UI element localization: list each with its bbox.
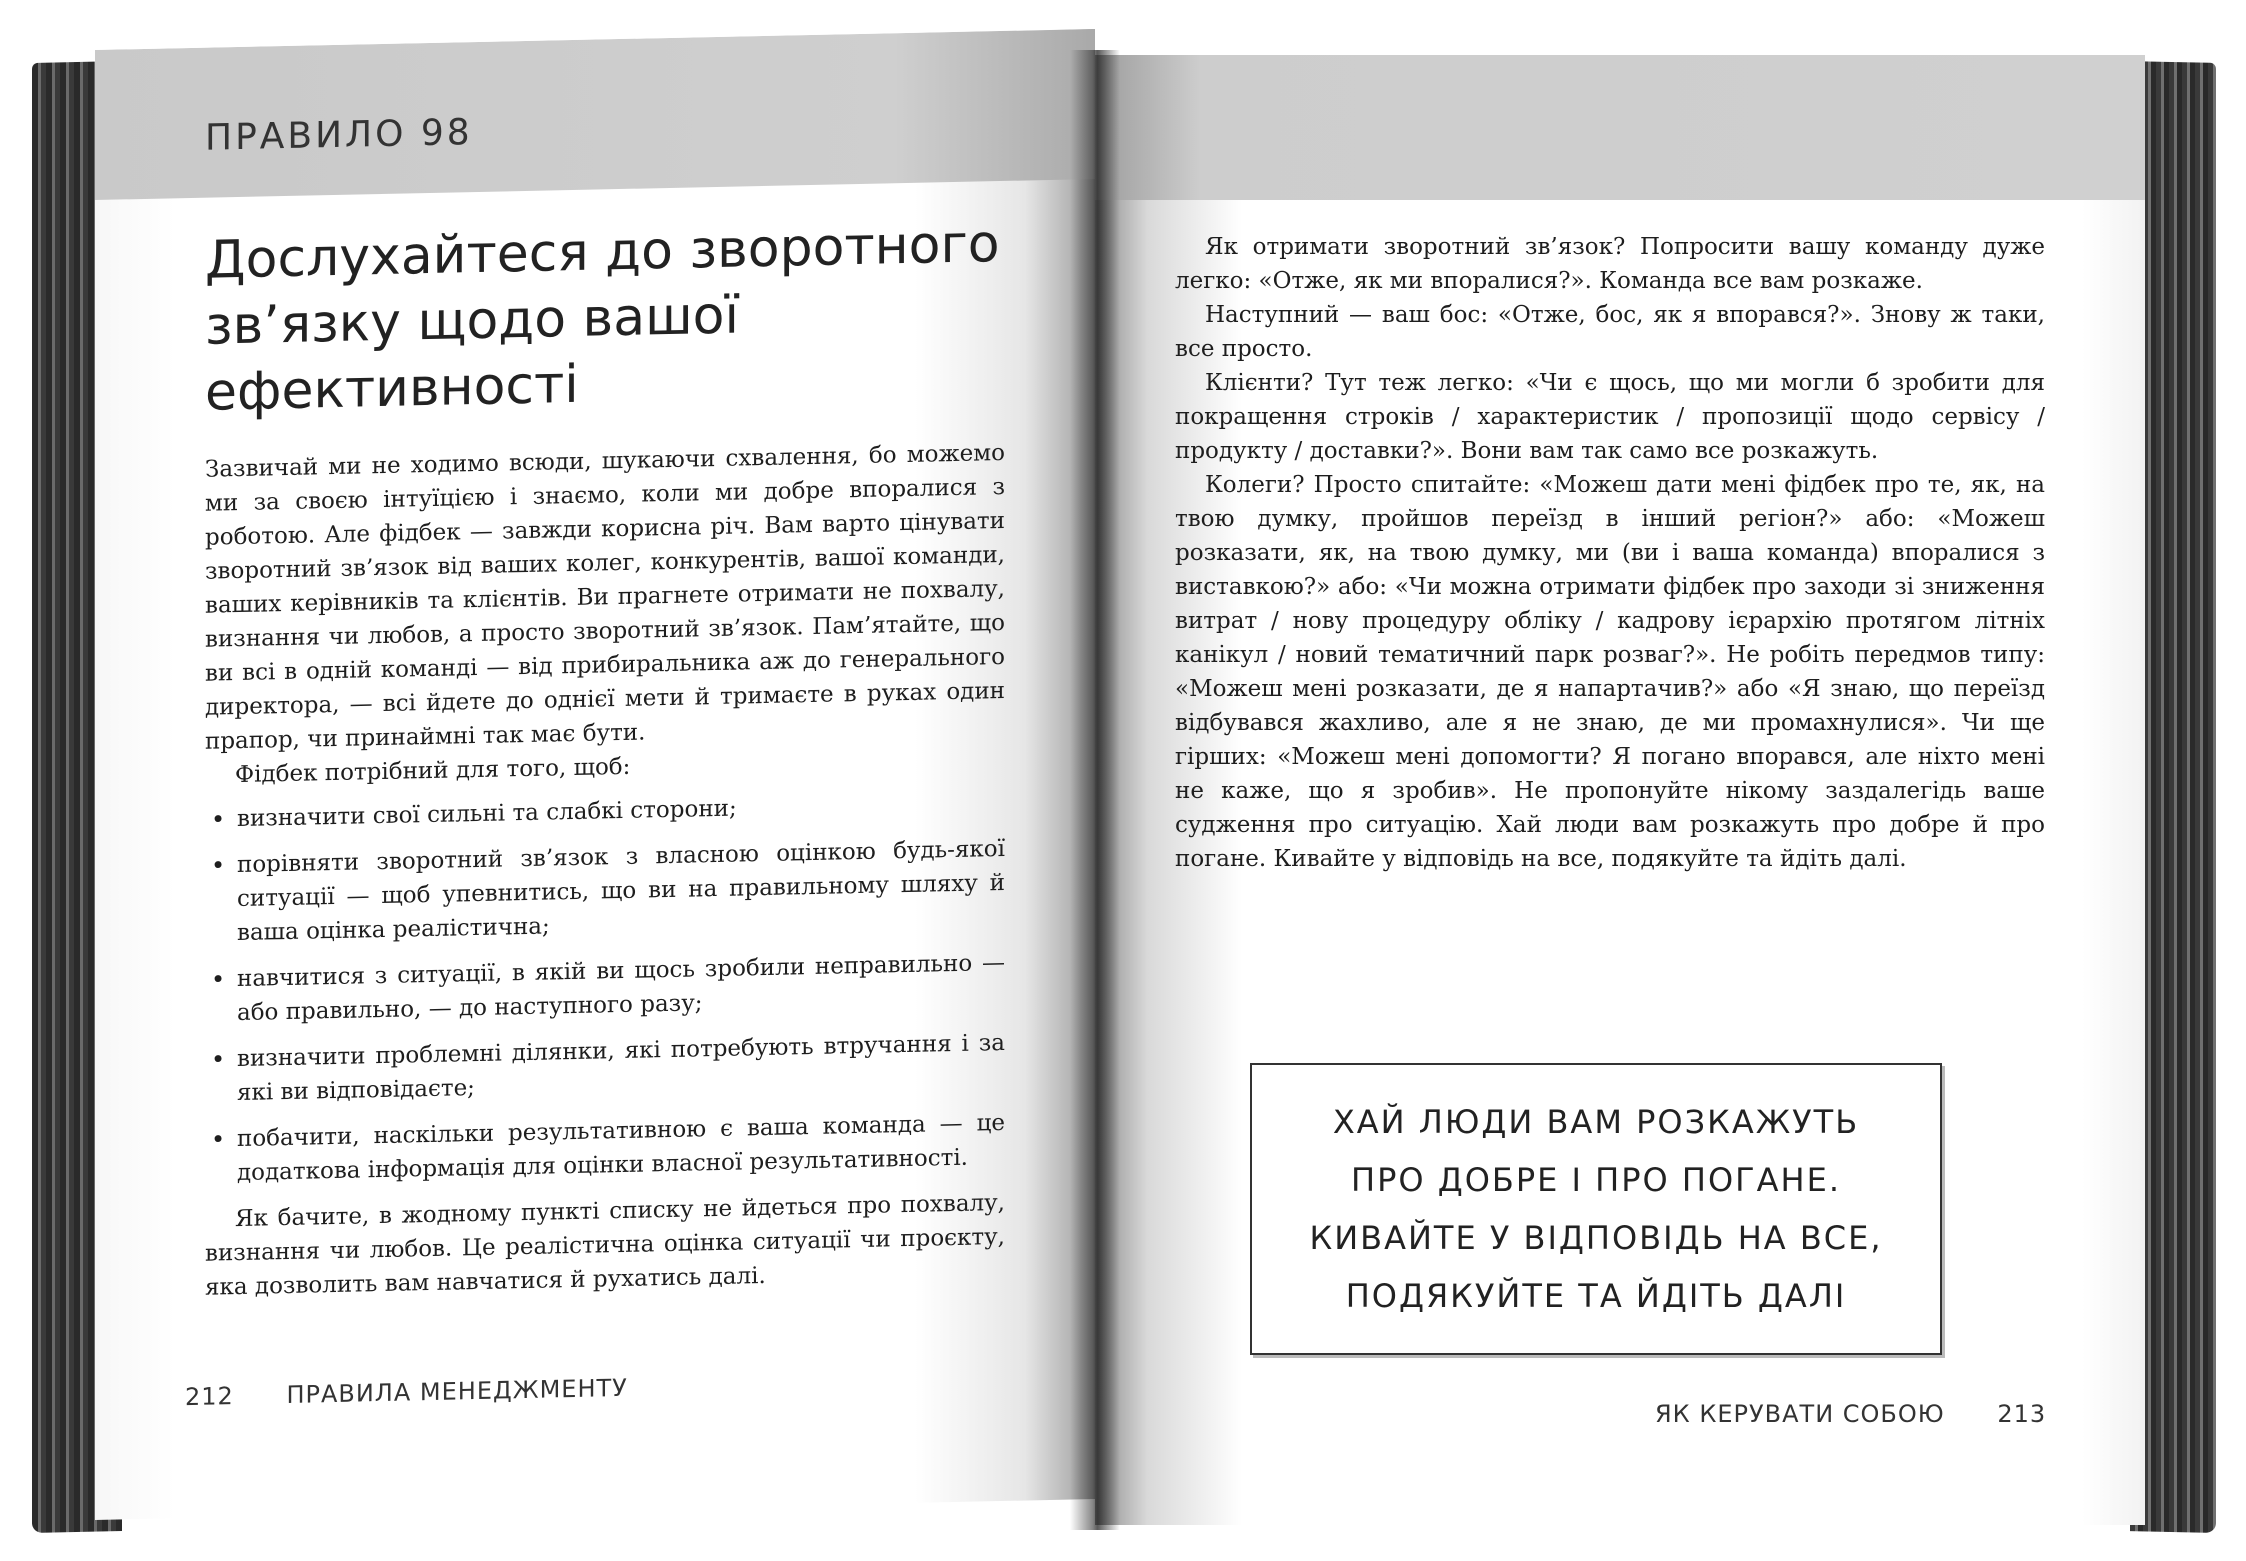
conclusion-paragraph: Як бачите, в жодному пункті списку не йдеться про похвалу, визнання чи любов. Це реалістична оцінка ситуації чи проєкту, яка дозволить вам навчатися й рухатись далі.: [205, 1189, 1005, 1301]
book-spine-shadow: [1070, 50, 1120, 1530]
bullet-icon: •: [211, 851, 226, 880]
list-item: • визначити проблемні ділянки, які потребують втручання і за які ви відповідаєте;: [211, 1029, 1005, 1107]
title-line: ефективності: [205, 354, 579, 423]
right-header-band: [1095, 55, 2145, 200]
pull-quote-box: [1250, 1063, 1942, 1355]
quote-line: ХАЙ ЛЮДИ ВАМ РОЗКАЖУТЬ: [1332, 1103, 1860, 1141]
feedback-purpose-list: [205, 786, 1005, 1191]
bullet-icon: •: [211, 805, 226, 834]
left-page-footer: [185, 1374, 628, 1411]
left-page: [95, 29, 1095, 1520]
rule-label: ПРАВИЛО 98: [205, 112, 473, 159]
quote-line: ПРО ДОБРЕ І ПРО ПОГАНЕ.: [1351, 1161, 1841, 1199]
list-item: • навчитися з ситуації, в якій ви щось зробили неправильно — або правильно, — до наступного разу;: [211, 949, 1005, 1027]
page-number: 212: [185, 1382, 234, 1412]
body-paragraph: Колеги? Просто спитайте: «Можеш дати мені фідбек про те, як, на твою думку, пройшов переїзд в інший регіон?» або: «Можеш розказати, як, на твою думку, ми (ви і ваша команда) впоралися з виставкою?» або: «Чи можна отримати фідбек про заходи зі зниження витрат / нову процедуру обліку / кадрову ієрархію протягом літніх канікул / новий тематичний парк розваг?». Не робіть передмов типу: «Можеш мені розказати, де я напартачив?» або «Я знаю, що переїзд відбувався жахливо, але я не знаю, де ми промахнулися». Чи ще гірших: «Можеш мені допомогти? Я погано впорався, але ніхто мені не каже, що я зробив». Не пропонуйте нікому заздалегідь ваше судження про ситуацію. Хай люди вам розкажуть про добре й про погане. Кивайте у відповідь на все, подякуйте та йдіть далі.: [1175, 472, 2045, 872]
intro-paragraph: Зазвичай ми не ходимо всюди, шукаючи схвалення, бо можемо ми за своєю інтуїцією і знаємо, коли ми добре впоралися з роботою. Але фідбек — завжди корисна річ. Вам варто цінувати зворотний зв’язок від ваших колег, конкурентів, вашої команди, ваших керівників та клієнтів. Ви прагнете отримати не похвалу, визнання чи любов, а просто зворотний зв’язок. Пам’ятайте, що ви всі в одній команді — від прибиральника аж до генерального директора, — всі йдете до однієї мети й тримаєте в руках один прапор, чи принаймні так має бути.: [205, 439, 1005, 755]
body-paragraph: Як отримати зворотний зв’язок? Попросити вашу команду дуже легко: «Отже, як ми впоралися?». Команда все вам розкаже.: [1175, 234, 2045, 294]
right-page-footer: [1655, 1400, 2046, 1428]
body-paragraph: Клієнти? Тут теж легко: «Чи є щось, що ми могли б зробити для покращення строків / характеристик / пропозиції щодо сервісу / продукту / доставки?». Вони вам так само все розкажуть.: [1175, 370, 2045, 464]
running-title: ЯК КЕРУВАТИ СОБОЮ: [1655, 1400, 1945, 1428]
list-item: • побачити, наскільки результативною є ваша команда — це додаткова інформація для оцінки власної результативності.: [211, 1109, 1005, 1187]
right-page: [1095, 55, 2145, 1525]
title-line: зв’язку щодо вашої: [205, 285, 739, 357]
list-item: • порівняти зворотний зв’язок з власною оцінкою будь-якої ситуації — щоб упевнитись, що ви на правильному шляху й ваша оцінка реалістична;: [211, 835, 1005, 947]
title-line: Дослухайтеся до зворотного: [205, 214, 1000, 291]
quote-line: КИВАЙТЕ У ВІДПОВІДЬ НА ВСЕ,: [1309, 1219, 1883, 1257]
bullet-icon: •: [211, 965, 226, 994]
list-item: • визначити свої сильні та слабкі сторони;: [205, 786, 1005, 837]
right-body-text: [1175, 230, 2045, 876]
page-number: 213: [1997, 1400, 2047, 1428]
body-paragraph: Наступний — ваш бос: «Отже, бос, як я впорався?». Знову ж таки, все просто.: [1175, 302, 2045, 362]
bullet-icon: •: [211, 1045, 226, 1074]
left-header-band: [95, 29, 1095, 200]
list-intro: Фідбек потрібний для того, щоб:: [235, 753, 631, 789]
running-title: ПРАВИЛА МЕНЕДЖМЕНТУ: [286, 1373, 628, 1409]
left-body-text: [205, 436, 1005, 1305]
chapter-title: [205, 211, 1025, 426]
bullet-icon: •: [211, 1125, 226, 1154]
quote-line: ПОДЯКУЙТЕ ТА ЙДІТЬ ДАЛІ: [1345, 1277, 1847, 1315]
